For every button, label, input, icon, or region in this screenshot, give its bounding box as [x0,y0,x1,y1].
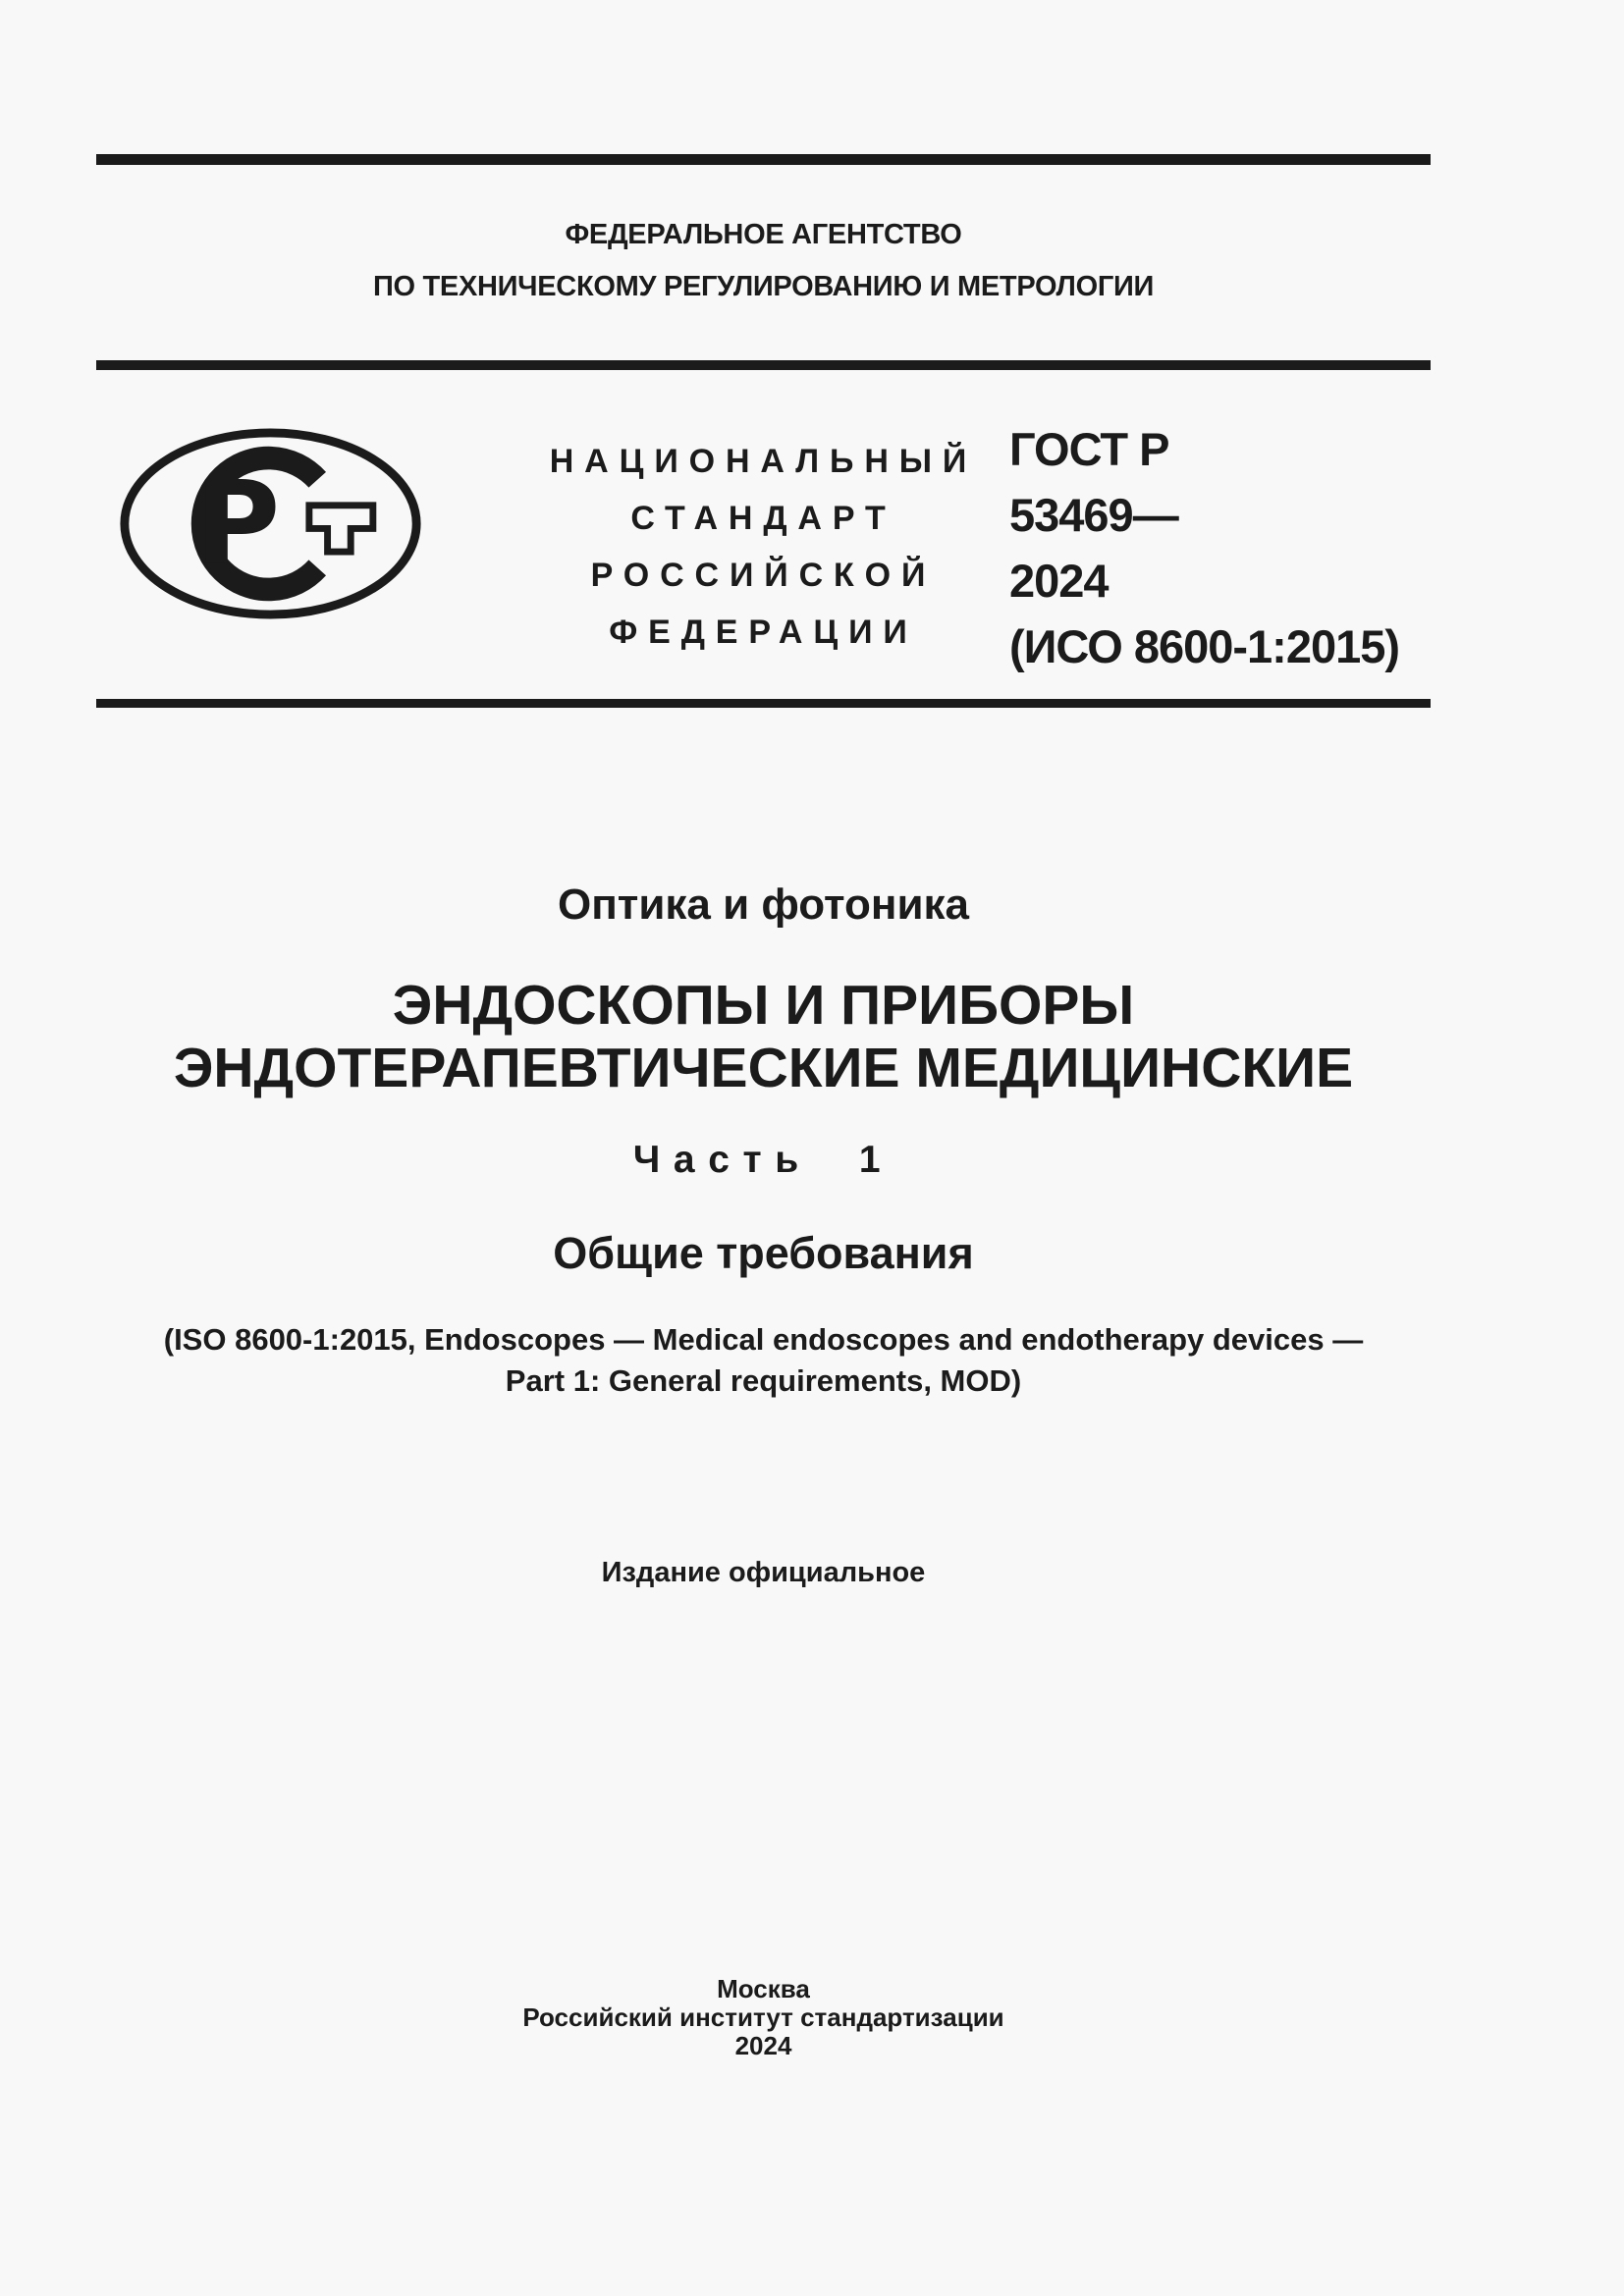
document-subtitle: Общие требования [553,1228,974,1278]
standard-code-line-2: 53469— [1009,489,1178,541]
standard-code-line-1: ГОСТ Р [1009,423,1169,475]
top-rule [96,154,1431,165]
standard-type-line-3: РОССИЙСКОЙ [590,557,937,594]
imprint-city: Москва [717,1974,810,2003]
document-title [96,974,1431,1099]
logo-letter-p: Р [194,454,281,591]
iso-reference-line-1: (ISO 8600-1:2015, Endoscopes — Medical endoscopes and endotherapy devices — [163,1322,1364,1357]
document-title-line-2: ЭНДОТЕРАПЕВТИЧЕСКИЕ МЕДИЦИНСКИЕ [173,1037,1354,1099]
subject-area: Оптика и фотоника [557,881,970,929]
imprint-year: 2024 [734,2031,792,2060]
part-label: Часть 1 [632,1139,894,1181]
imprint [96,1975,1431,2060]
standard-type-line-1: НАЦИОНАЛЬНЫЙ [549,443,978,480]
standard-type-line-2: СТАНДАРТ [630,500,896,537]
standard-code-line-4: (ИСО 8600-1:2015) [1009,620,1400,672]
agency-line-1: ФЕДЕРАЛЬНОЕ АГЕНТСТВО [565,219,962,250]
imprint-publisher: Российский институт стандартизации [522,2002,1004,2032]
agency-line-2: ПО ТЕХНИЧЕСКОМУ РЕГУЛИРОВАНИЮ И МЕТРОЛОГИИ [372,271,1155,302]
iso-reference [96,1319,1431,1402]
edition-note: Издание официальное [601,1557,926,1588]
standard-code-line-3: 2024 [1009,555,1109,607]
standard-designation [1009,416,1432,679]
agency-name [96,209,1431,313]
standard-type-line-4: ФЕДЕРАЦИИ [609,614,918,651]
section-rule [96,699,1431,708]
iso-reference-line-2: Part 1: General requirements, MOD) [505,1363,1022,1398]
document-title-line-1: ЭНДОСКОПЫ И ПРИБОРЫ [392,974,1135,1037]
header-rule [96,360,1431,370]
